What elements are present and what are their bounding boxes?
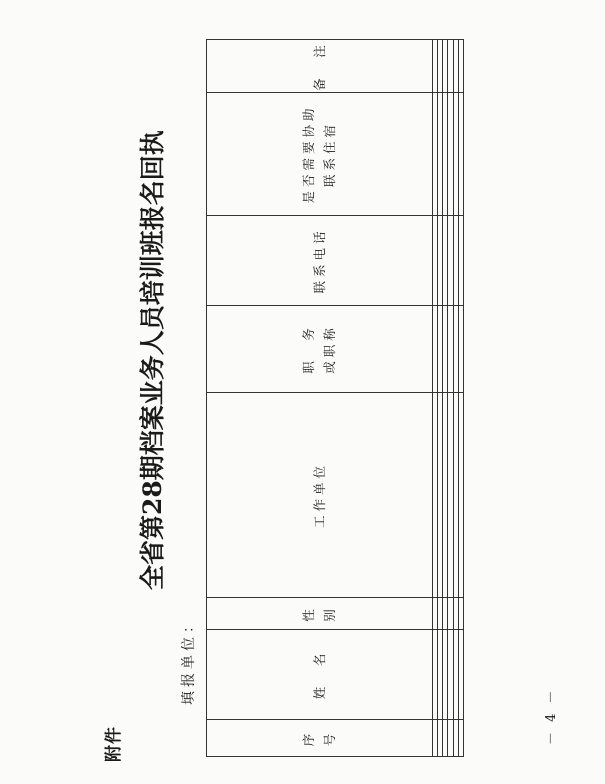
- document-title: 全省第28期档案业务人员培训班报名回执: [138, 130, 167, 590]
- table-cell[interactable]: [458, 630, 463, 720]
- table-cell[interactable]: [458, 93, 463, 216]
- attachment-label: 附件: [104, 726, 124, 762]
- table-row: [458, 40, 463, 757]
- header-serial: 序 号: [207, 720, 433, 757]
- registration-table: [206, 40, 464, 757]
- header-remarks: 备 注: [207, 40, 433, 93]
- page-number: － 4 －: [544, 687, 559, 745]
- table-cell[interactable]: [458, 40, 463, 93]
- header-gender: 性 别: [207, 598, 433, 630]
- header-phone: 联系电话: [207, 216, 433, 306]
- table-cell[interactable]: [458, 216, 463, 306]
- header-name: 姓 名: [207, 630, 433, 720]
- table-cell[interactable]: [458, 393, 463, 598]
- header-work-unit: 工作单位: [207, 393, 433, 598]
- table-cell[interactable]: [458, 720, 463, 757]
- header-accommodation: 是否需要协助 联系住宿: [207, 93, 433, 216]
- table-cell[interactable]: [458, 598, 463, 630]
- table-header-row: [207, 40, 433, 757]
- table-cell[interactable]: [458, 306, 463, 393]
- header-position: 职 务 或职称: [207, 306, 433, 393]
- reporting-unit-label: 填报单位：: [181, 615, 197, 705]
